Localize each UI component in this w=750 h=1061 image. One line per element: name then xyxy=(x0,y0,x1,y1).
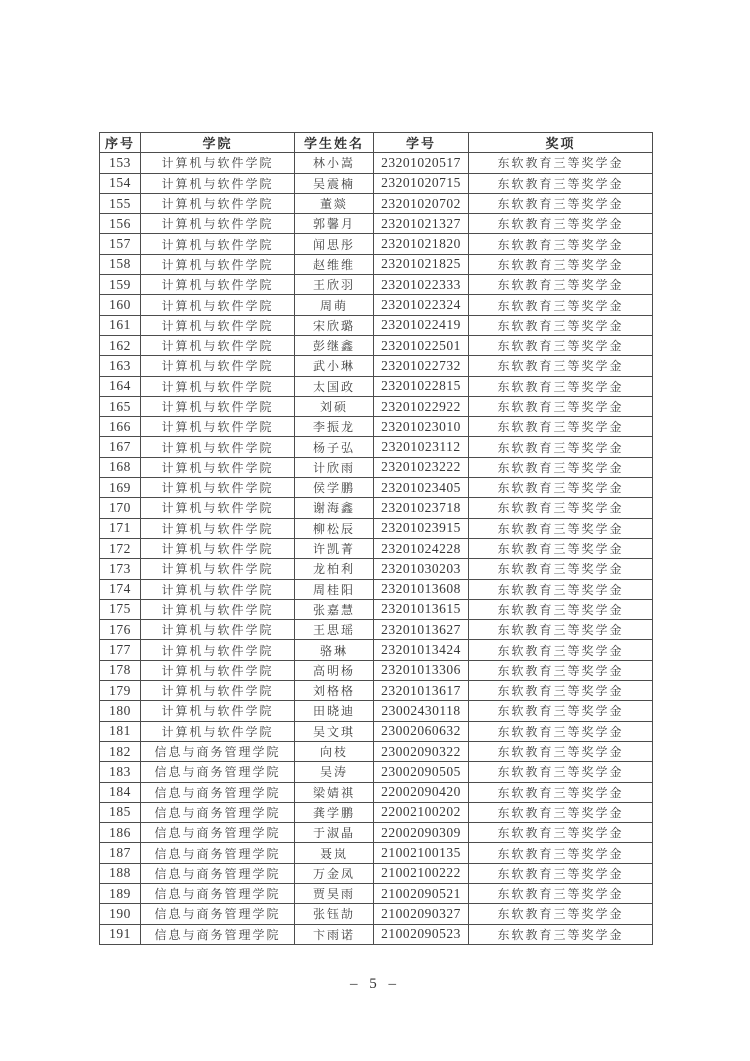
cell-student-id: 23201020702 xyxy=(374,193,469,213)
cell-college: 计算机与软件学院 xyxy=(141,315,295,335)
cell-college: 计算机与软件学院 xyxy=(141,538,295,558)
table-row xyxy=(100,701,653,721)
cell-student-id: 23201023915 xyxy=(374,518,469,538)
cell-award: 东软教育三等奖学金 xyxy=(469,356,653,376)
cell-student-id: 23201023222 xyxy=(374,457,469,477)
table-row xyxy=(100,173,653,193)
table-row xyxy=(100,924,653,944)
cell-college: 信息与商务管理学院 xyxy=(141,883,295,903)
cell-index: 162 xyxy=(100,335,141,355)
cell-college: 信息与商务管理学院 xyxy=(141,802,295,822)
cell-student-name: 董燚 xyxy=(295,193,374,213)
table-row xyxy=(100,721,653,741)
column-header-index: 序号 xyxy=(100,133,141,153)
cell-award: 东软教育三等奖学金 xyxy=(469,640,653,660)
table-row xyxy=(100,234,653,254)
cell-college: 计算机与软件学院 xyxy=(141,417,295,437)
cell-award: 东软教育三等奖学金 xyxy=(469,153,653,173)
cell-award: 东软教育三等奖学金 xyxy=(469,904,653,924)
column-header-college: 学院 xyxy=(141,133,295,153)
cell-student-id: 23201023718 xyxy=(374,498,469,518)
cell-award: 东软教育三等奖学金 xyxy=(469,295,653,315)
cell-college: 计算机与软件学院 xyxy=(141,640,295,660)
column-header-student-id: 学号 xyxy=(374,133,469,153)
cell-award: 东软教育三等奖学金 xyxy=(469,579,653,599)
cell-student-id: 23201021327 xyxy=(374,214,469,234)
table-row xyxy=(100,376,653,396)
table-row xyxy=(100,478,653,498)
cell-college: 计算机与软件学院 xyxy=(141,498,295,518)
cell-student-id: 23201020715 xyxy=(374,173,469,193)
cell-student-name: 杨子弘 xyxy=(295,437,374,457)
cell-award: 东软教育三等奖学金 xyxy=(469,823,653,843)
cell-index: 174 xyxy=(100,579,141,599)
cell-student-id: 23201013627 xyxy=(374,620,469,640)
cell-student-id: 23201023405 xyxy=(374,478,469,498)
cell-award: 东软教育三等奖学金 xyxy=(469,559,653,579)
cell-student-name: 林小嵩 xyxy=(295,153,374,173)
cell-student-name: 聂岚 xyxy=(295,843,374,863)
cell-index: 172 xyxy=(100,538,141,558)
table-row xyxy=(100,295,653,315)
table-row xyxy=(100,579,653,599)
cell-index: 167 xyxy=(100,437,141,457)
cell-award: 东软教育三等奖学金 xyxy=(469,518,653,538)
cell-student-name: 武小琳 xyxy=(295,356,374,376)
cell-student-id: 23201022333 xyxy=(374,275,469,295)
cell-student-id: 23201022732 xyxy=(374,356,469,376)
cell-student-id: 23201022815 xyxy=(374,376,469,396)
cell-student-id: 23201013615 xyxy=(374,599,469,619)
cell-index: 189 xyxy=(100,883,141,903)
cell-index: 165 xyxy=(100,396,141,416)
cell-student-id: 23002090505 xyxy=(374,762,469,782)
cell-college: 计算机与软件学院 xyxy=(141,681,295,701)
cell-college: 计算机与软件学院 xyxy=(141,234,295,254)
cell-award: 东软教育三等奖学金 xyxy=(469,335,653,355)
cell-college: 计算机与软件学院 xyxy=(141,660,295,680)
table-row xyxy=(100,863,653,883)
cell-index: 181 xyxy=(100,721,141,741)
cell-college: 计算机与软件学院 xyxy=(141,721,295,741)
table-row xyxy=(100,782,653,802)
cell-student-name: 张嘉慧 xyxy=(295,599,374,619)
table-row xyxy=(100,883,653,903)
cell-college: 计算机与软件学院 xyxy=(141,295,295,315)
cell-index: 190 xyxy=(100,904,141,924)
table-row xyxy=(100,538,653,558)
cell-college: 信息与商务管理学院 xyxy=(141,741,295,761)
cell-student-id: 23201021825 xyxy=(374,254,469,274)
cell-student-id: 23201023112 xyxy=(374,437,469,457)
scholarship-table xyxy=(99,132,653,945)
cell-student-id: 23201020517 xyxy=(374,153,469,173)
cell-student-name: 万金凤 xyxy=(295,863,374,883)
table-row xyxy=(100,843,653,863)
table-row xyxy=(100,275,653,295)
table-row xyxy=(100,681,653,701)
cell-index: 173 xyxy=(100,559,141,579)
cell-college: 计算机与软件学院 xyxy=(141,335,295,355)
cell-student-id: 23201021820 xyxy=(374,234,469,254)
cell-student-name: 刘硕 xyxy=(295,396,374,416)
cell-student-id: 23201013424 xyxy=(374,640,469,660)
cell-award: 东软教育三等奖学金 xyxy=(469,437,653,457)
table-row xyxy=(100,559,653,579)
cell-college: 计算机与软件学院 xyxy=(141,275,295,295)
cell-college: 信息与商务管理学院 xyxy=(141,904,295,924)
cell-award: 东软教育三等奖学金 xyxy=(469,193,653,213)
table-row xyxy=(100,356,653,376)
cell-student-name: 贾昊雨 xyxy=(295,883,374,903)
cell-college: 计算机与软件学院 xyxy=(141,620,295,640)
cell-student-id: 21002090521 xyxy=(374,883,469,903)
cell-index: 166 xyxy=(100,417,141,437)
table-row xyxy=(100,335,653,355)
cell-index: 185 xyxy=(100,802,141,822)
cell-student-name: 许凯菁 xyxy=(295,538,374,558)
cell-student-name: 高明杨 xyxy=(295,660,374,680)
cell-award: 东软教育三等奖学金 xyxy=(469,843,653,863)
cell-student-name: 计欣雨 xyxy=(295,457,374,477)
cell-student-name: 吴文琪 xyxy=(295,721,374,741)
cell-student-name: 梁婧祺 xyxy=(295,782,374,802)
table-body xyxy=(100,153,653,945)
cell-college: 信息与商务管理学院 xyxy=(141,843,295,863)
table-row xyxy=(100,254,653,274)
cell-student-name: 李振龙 xyxy=(295,417,374,437)
cell-index: 186 xyxy=(100,823,141,843)
cell-award: 东软教育三等奖学金 xyxy=(469,457,653,477)
cell-index: 159 xyxy=(100,275,141,295)
cell-award: 东软教育三等奖学金 xyxy=(469,681,653,701)
cell-award: 东软教育三等奖学金 xyxy=(469,762,653,782)
cell-student-id: 23002430118 xyxy=(374,701,469,721)
cell-index: 179 xyxy=(100,681,141,701)
cell-student-id: 22002100202 xyxy=(374,802,469,822)
cell-college: 计算机与软件学院 xyxy=(141,478,295,498)
cell-student-name: 吴震楠 xyxy=(295,173,374,193)
cell-index: 156 xyxy=(100,214,141,234)
cell-student-name: 向枝 xyxy=(295,741,374,761)
cell-award: 东软教育三等奖学金 xyxy=(469,620,653,640)
cell-award: 东软教育三等奖学金 xyxy=(469,802,653,822)
cell-index: 155 xyxy=(100,193,141,213)
cell-student-id: 21002090523 xyxy=(374,924,469,944)
cell-index: 176 xyxy=(100,620,141,640)
cell-award: 东软教育三等奖学金 xyxy=(469,214,653,234)
cell-index: 175 xyxy=(100,599,141,619)
table-row xyxy=(100,620,653,640)
cell-student-name: 宋欣璐 xyxy=(295,315,374,335)
table-row xyxy=(100,193,653,213)
table-row xyxy=(100,762,653,782)
table-row xyxy=(100,741,653,761)
cell-student-id: 23201022922 xyxy=(374,396,469,416)
cell-student-name: 龙柏利 xyxy=(295,559,374,579)
cell-index: 157 xyxy=(100,234,141,254)
cell-index: 180 xyxy=(100,701,141,721)
cell-index: 170 xyxy=(100,498,141,518)
cell-college: 计算机与软件学院 xyxy=(141,214,295,234)
cell-college: 计算机与软件学院 xyxy=(141,457,295,477)
cell-index: 178 xyxy=(100,660,141,680)
cell-college: 计算机与软件学院 xyxy=(141,376,295,396)
cell-student-id: 23201013306 xyxy=(374,660,469,680)
cell-award: 东软教育三等奖学金 xyxy=(469,234,653,254)
cell-index: 161 xyxy=(100,315,141,335)
cell-student-name: 闻思彤 xyxy=(295,234,374,254)
cell-award: 东软教育三等奖学金 xyxy=(469,498,653,518)
cell-student-name: 侯学鹏 xyxy=(295,478,374,498)
column-header-student-name: 学生姓名 xyxy=(295,133,374,153)
table-row xyxy=(100,153,653,173)
cell-award: 东软教育三等奖学金 xyxy=(469,478,653,498)
cell-student-name: 太国政 xyxy=(295,376,374,396)
cell-college: 计算机与软件学院 xyxy=(141,518,295,538)
page-number: – 5 – xyxy=(350,976,400,992)
cell-student-id: 23201013608 xyxy=(374,579,469,599)
cell-index: 158 xyxy=(100,254,141,274)
cell-student-name: 龚学鹏 xyxy=(295,802,374,822)
cell-index: 171 xyxy=(100,518,141,538)
cell-college: 计算机与软件学院 xyxy=(141,356,295,376)
cell-student-id: 23201022419 xyxy=(374,315,469,335)
cell-student-name: 王欣羽 xyxy=(295,275,374,295)
cell-index: 153 xyxy=(100,153,141,173)
cell-college: 信息与商务管理学院 xyxy=(141,762,295,782)
cell-college: 计算机与软件学院 xyxy=(141,153,295,173)
cell-award: 东软教育三等奖学金 xyxy=(469,315,653,335)
cell-index: 182 xyxy=(100,741,141,761)
cell-student-name: 赵维维 xyxy=(295,254,374,274)
cell-award: 东软教育三等奖学金 xyxy=(469,660,653,680)
cell-award: 东软教育三等奖学金 xyxy=(469,254,653,274)
cell-college: 计算机与软件学院 xyxy=(141,173,295,193)
cell-index: 191 xyxy=(100,924,141,944)
cell-college: 信息与商务管理学院 xyxy=(141,924,295,944)
cell-index: 184 xyxy=(100,782,141,802)
table-row xyxy=(100,417,653,437)
table-row xyxy=(100,802,653,822)
cell-award: 东软教育三等奖学金 xyxy=(469,173,653,193)
cell-student-id: 23201022324 xyxy=(374,295,469,315)
column-header-award: 奖项 xyxy=(469,133,653,153)
cell-student-id: 23201023010 xyxy=(374,417,469,437)
cell-index: 154 xyxy=(100,173,141,193)
table-row xyxy=(100,437,653,457)
cell-index: 188 xyxy=(100,863,141,883)
table-header-row xyxy=(100,133,653,153)
cell-award: 东软教育三等奖学金 xyxy=(469,599,653,619)
cell-college: 计算机与软件学院 xyxy=(141,193,295,213)
cell-college: 计算机与软件学院 xyxy=(141,559,295,579)
table-row xyxy=(100,457,653,477)
cell-student-name: 郭馨月 xyxy=(295,214,374,234)
cell-award: 东软教育三等奖学金 xyxy=(469,883,653,903)
cell-award: 东软教育三等奖学金 xyxy=(469,782,653,802)
cell-student-name: 张钰劼 xyxy=(295,904,374,924)
cell-student-id: 21002100222 xyxy=(374,863,469,883)
cell-college: 信息与商务管理学院 xyxy=(141,782,295,802)
cell-student-id: 23201030203 xyxy=(374,559,469,579)
cell-student-name: 吴涛 xyxy=(295,762,374,782)
cell-index: 160 xyxy=(100,295,141,315)
cell-college: 计算机与软件学院 xyxy=(141,437,295,457)
cell-student-name: 周萌 xyxy=(295,295,374,315)
cell-student-name: 田晓迪 xyxy=(295,701,374,721)
cell-college: 计算机与软件学院 xyxy=(141,599,295,619)
cell-student-name: 王思瑶 xyxy=(295,620,374,640)
cell-college: 信息与商务管理学院 xyxy=(141,823,295,843)
table-row xyxy=(100,214,653,234)
cell-index: 169 xyxy=(100,478,141,498)
cell-award: 东软教育三等奖学金 xyxy=(469,701,653,721)
cell-student-name: 卞雨诺 xyxy=(295,924,374,944)
cell-index: 183 xyxy=(100,762,141,782)
cell-student-id: 21002100135 xyxy=(374,843,469,863)
cell-award: 东软教育三等奖学金 xyxy=(469,275,653,295)
table-row xyxy=(100,640,653,660)
cell-college: 信息与商务管理学院 xyxy=(141,863,295,883)
cell-award: 东软教育三等奖学金 xyxy=(469,538,653,558)
cell-student-id: 22002090420 xyxy=(374,782,469,802)
cell-student-id: 21002090327 xyxy=(374,904,469,924)
cell-award: 东软教育三等奖学金 xyxy=(469,741,653,761)
cell-index: 177 xyxy=(100,640,141,660)
cell-college: 计算机与软件学院 xyxy=(141,701,295,721)
cell-award: 东软教育三等奖学金 xyxy=(469,924,653,944)
cell-student-id: 23201013617 xyxy=(374,681,469,701)
cell-student-name: 谢海鑫 xyxy=(295,498,374,518)
cell-index: 168 xyxy=(100,457,141,477)
cell-college: 计算机与软件学院 xyxy=(141,396,295,416)
table-row xyxy=(100,315,653,335)
cell-student-id: 23201024228 xyxy=(374,538,469,558)
table-row xyxy=(100,904,653,924)
cell-student-id: 23002090322 xyxy=(374,741,469,761)
cell-student-name: 彭继鑫 xyxy=(295,335,374,355)
cell-student-name: 周桂阳 xyxy=(295,579,374,599)
cell-index: 164 xyxy=(100,376,141,396)
cell-award: 东软教育三等奖学金 xyxy=(469,417,653,437)
cell-index: 163 xyxy=(100,356,141,376)
cell-student-name: 刘格格 xyxy=(295,681,374,701)
table-row xyxy=(100,498,653,518)
cell-award: 东软教育三等奖学金 xyxy=(469,863,653,883)
cell-student-name: 柳松辰 xyxy=(295,518,374,538)
cell-award: 东软教育三等奖学金 xyxy=(469,376,653,396)
cell-college: 计算机与软件学院 xyxy=(141,254,295,274)
table-row xyxy=(100,396,653,416)
table-row xyxy=(100,660,653,680)
cell-student-name: 于淑晶 xyxy=(295,823,374,843)
cell-student-id: 23201022501 xyxy=(374,335,469,355)
table-row xyxy=(100,823,653,843)
table-row xyxy=(100,599,653,619)
cell-award: 东软教育三等奖学金 xyxy=(469,721,653,741)
cell-student-id: 22002090309 xyxy=(374,823,469,843)
cell-student-name: 骆琳 xyxy=(295,640,374,660)
table-row xyxy=(100,518,653,538)
cell-college: 计算机与软件学院 xyxy=(141,579,295,599)
cell-index: 187 xyxy=(100,843,141,863)
cell-award: 东软教育三等奖学金 xyxy=(469,396,653,416)
cell-student-id: 23002060632 xyxy=(374,721,469,741)
